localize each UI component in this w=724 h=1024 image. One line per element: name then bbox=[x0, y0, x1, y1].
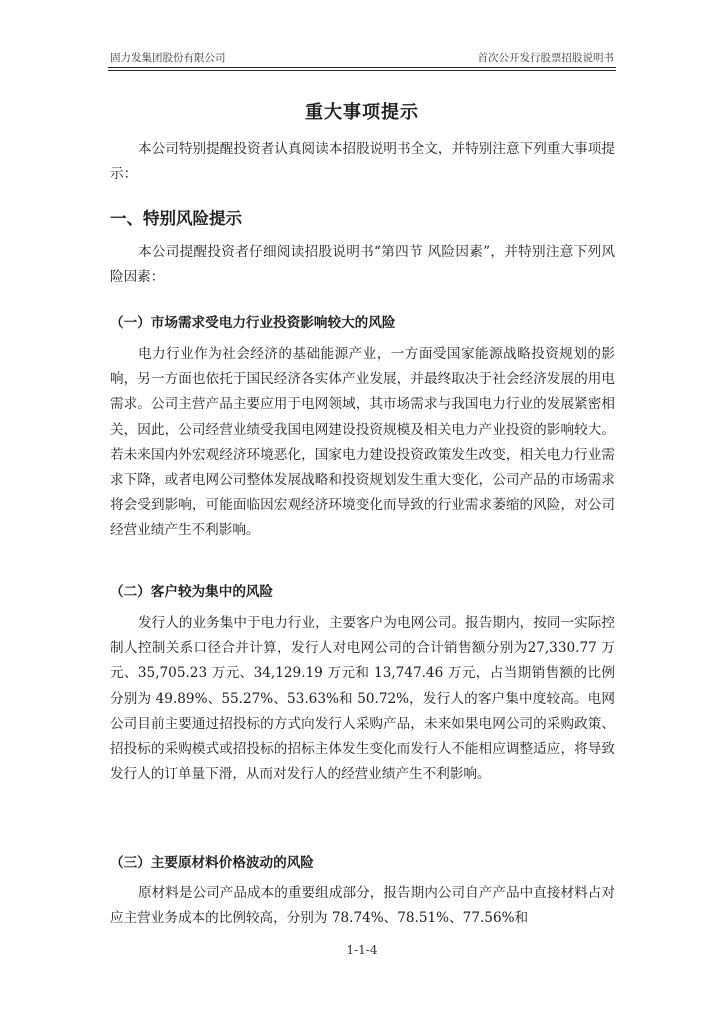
section-intro-paragraph: 本公司提醒投资者仔细阅读招股说明书“第四节 风险因素”，并特别注意下列风险因素： bbox=[110, 244, 615, 286]
header-doc-title: 首次公开发行股票招股说明书 bbox=[477, 52, 614, 64]
risk-body-3: 原材料是公司产品成本的重要组成部分，报告期内公司自产产品中直接材料占对应主营业务成本的比例较高，分别为 78.74%、78.51%、77.56%和 bbox=[110, 885, 615, 927]
header-rule-thin bbox=[108, 70, 616, 71]
risk-heading-1: （一）市场需求受电力行业投资影响较大的风险 bbox=[110, 315, 396, 331]
risk-body-2: 发行人的业务集中于电力行业，主要客户为电网公司。报告期内，按同一实际控制人控制关系口径合并计算，发行人对电网公司的合计销售额分别为27,330.77 万元、35,705.23 万元、34,129.19 万元和 13,747.46 万元，占当期销售额的比例分别为 49.89%、55.27%、53.63%和 50.72%，发行人的客户集中度较高。电网公司目前主要通过招投标的方式向发行人采购产品，未来如果电网公司的采购政策、招投标的采购模式或招投标的招标主体发生变化而发行人不能相应调整适应，将导致发行人的订单量下滑，从而对发行人的经营业绩产生不利影响。 bbox=[110, 615, 615, 783]
header-company: 固力发集团股份有限公司 bbox=[110, 52, 226, 64]
header-rule-thick bbox=[108, 67, 616, 68]
risk-heading-2: （二）客户较为集中的风险 bbox=[110, 584, 274, 600]
risk-body-1: 电力行业作为社会经济的基础能源产业，一方面受国家能源战略投资规划的影响，另一方面也依托于国民经济各实体产业发展，并最终取决于社会经济发展的用电需求。公司主营产品主要应用于电网领域，其市场需求与我国电力行业的发展紧密相关，因此，公司经营业绩受我国电网建设投资规模及相关电力产业投资的影响较大。若未来国内外宏观经济环境恶化，国家电力建设投资政策发生改变，相关电力行业需求下降，或者电网公司整体发展战略和投资规划发生重大变化，公司产品的市场需求将会受到影响，可能面临因宏观经济环境变化而导致的行业需求萎缩的风险，对公司经营业绩产生不利影响。 bbox=[110, 346, 615, 539]
risk-heading-3: （三）主要原材料价格波动的风险 bbox=[110, 855, 314, 871]
running-header bbox=[108, 50, 616, 66]
page-title: 重大事项提示 bbox=[305, 102, 419, 123]
page-number: 1-1-4 bbox=[346, 943, 378, 957]
intro-paragraph: 本公司特别提醒投资者认真阅读本招股说明书全文，并特别注意下列重大事项提示： bbox=[110, 141, 615, 183]
section-heading: 一、特别风险提示 bbox=[110, 209, 242, 228]
